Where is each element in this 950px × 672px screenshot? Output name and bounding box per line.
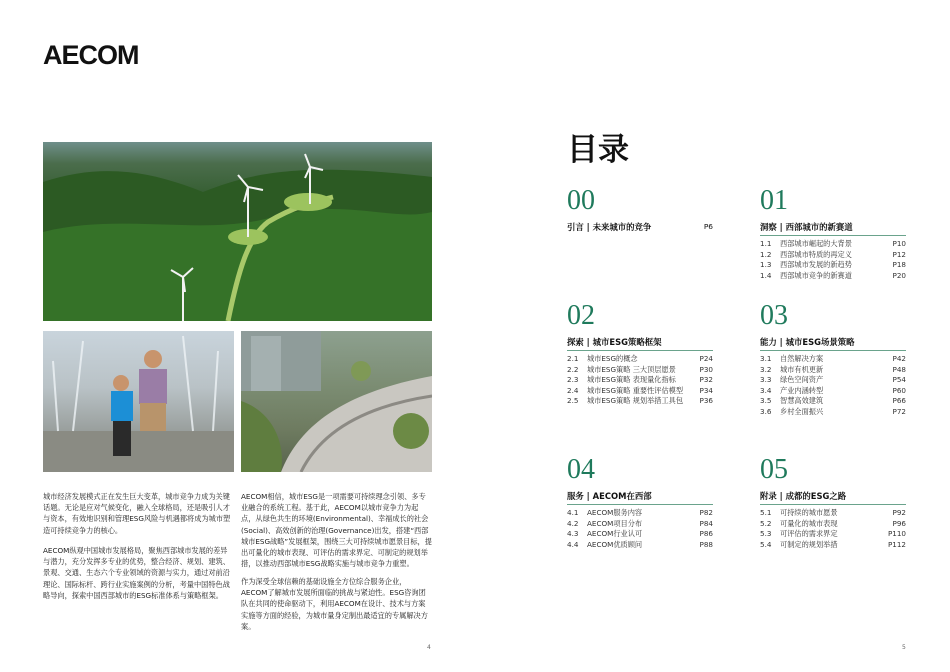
toc-section-05 (760, 455, 906, 550)
item-number: 3.6 (760, 406, 772, 416)
item-number: 4.1 (567, 508, 579, 517)
toc-item[interactable] (760, 375, 906, 386)
item-page: P20 (892, 270, 906, 280)
toc-item[interactable] (760, 529, 906, 540)
item-page: P32 (699, 375, 713, 385)
section-page: P6 (703, 222, 713, 231)
item-number: 3.5 (760, 396, 772, 406)
section-number: 05 (760, 454, 788, 485)
section-divider (760, 504, 906, 505)
toc-item[interactable] (760, 271, 906, 282)
item-label: 城市ESG策略 表现量化指标 (587, 375, 676, 385)
toc-item[interactable] (760, 540, 906, 551)
item-label: 城市ESG策略 重要性评估模型 (587, 385, 684, 395)
item-label: 城市有机更新 (780, 364, 824, 374)
urban-plaza-photo (241, 331, 432, 472)
item-label: AECOM项目分布 (587, 518, 643, 528)
toc-item[interactable] (567, 529, 713, 540)
toc-item[interactable] (760, 508, 906, 519)
item-number: 5.4 (760, 539, 772, 549)
item-label: AECOM服务内容 (587, 508, 643, 517)
toc-section-04 (567, 455, 713, 550)
item-label: 智慧高效建筑 (780, 396, 824, 406)
toc-item[interactable] (760, 386, 906, 397)
toc-entry-section-title[interactable] (567, 489, 713, 502)
toc-item[interactable] (760, 260, 906, 271)
item-number: 1.4 (760, 270, 772, 280)
aecom-logo: AECOM (43, 40, 139, 70)
item-label: AECOM优质顾问 (587, 539, 643, 549)
item-number: 1.2 (760, 249, 772, 259)
item-page: P36 (699, 396, 713, 406)
toc-section-00 (567, 186, 713, 233)
item-label: 西部城市崛起的大背景 (780, 239, 852, 248)
item-number: 4.2 (567, 518, 579, 528)
item-label: AECOM行业认可 (587, 529, 643, 539)
item-number: 5.3 (760, 529, 772, 539)
wind-turbines-photo (43, 142, 432, 321)
toc-item[interactable] (567, 519, 713, 530)
item-number: 2.2 (567, 364, 579, 374)
item-number: 2.1 (567, 354, 579, 363)
toc-entry-intro[interactable] (567, 220, 713, 233)
section-title: 洞察 | 西部城市的新赛道 (760, 221, 853, 232)
section-number: 03 (760, 300, 788, 331)
toc-section-01 (760, 186, 906, 281)
item-number: 4.3 (567, 529, 579, 539)
item-page: P42 (892, 354, 906, 363)
section-divider (567, 504, 713, 505)
item-page: P24 (699, 354, 713, 363)
toc-item[interactable] (760, 239, 906, 250)
toc-item[interactable] (567, 508, 713, 519)
item-label: 可持续的城市愿景 (780, 508, 838, 517)
item-page: P88 (699, 539, 713, 549)
item-page: P10 (892, 239, 906, 248)
item-number: 2.4 (567, 385, 579, 395)
toc-entry-section-title[interactable] (760, 489, 906, 502)
item-number: 1.1 (760, 239, 772, 248)
item-label: 可量化的城市表现 (780, 518, 838, 528)
toc-entry-section-title[interactable] (760, 220, 906, 233)
toc-item[interactable] (567, 375, 713, 386)
item-page: P66 (892, 396, 906, 406)
section-title: 探索 | 城市ESG策略框架 (567, 336, 662, 347)
toc-entry-section-title[interactable] (760, 335, 906, 348)
item-number: 2.3 (567, 375, 579, 385)
item-label: 乡村全面振兴 (780, 406, 824, 416)
section-number: 04 (567, 454, 595, 485)
item-label: 可制定的规划举措 (780, 539, 838, 549)
item-number: 2.5 (567, 396, 579, 406)
toc-section-02 (567, 301, 713, 407)
toc-title: 目录 (567, 132, 629, 168)
intro-paragraph-4: 作为深受全球信赖的基础设施全方位综合服务企业，AECOM了解城市发展所面临的挑战与紧迫性。ESG咨询团队在共同的使命驱动下，利用AECOM在设计、技术与方案实施等方面的经验，为城市量身定制出最适宜的专属解决方案。 (241, 577, 428, 631)
item-label: 西部城市发展的新趋势 (780, 260, 852, 270)
item-label: 西部城市特质的再定义 (780, 249, 852, 259)
toc-item[interactable] (760, 365, 906, 376)
section-title: 能力 | 城市ESG场景策略 (760, 336, 855, 347)
intro-paragraph-3: AECOM相信，城市ESG是一项需要可持续理念引领、多专业融合的系统工程。基于此，AECOM以城市竞争力为起点，从绿色共生的环境(Environmental)、幸福成长的社会(Social)、高效创新的治理(Governance)出发，搭建“西部城市ESG战略”发展框架，围绕三大可持续城市愿景目标，提出可量化的城市表现、可评估的需求界定、可制定的规划举措，以推动西部城市ESG战略实施与城市竞争力重塑。 (241, 492, 432, 569)
section-number: 02 (567, 300, 595, 331)
item-page: P18 (892, 260, 906, 270)
toc-item[interactable] (760, 407, 906, 418)
toc-item[interactable] (567, 365, 713, 376)
section-divider (760, 350, 906, 351)
toc-item[interactable] (760, 250, 906, 261)
item-number: 5.2 (760, 518, 772, 528)
item-label: 可评估的需求界定 (780, 529, 838, 539)
toc-item[interactable] (567, 396, 713, 407)
right-page-number: 5 (902, 644, 906, 651)
item-label: 自然解决方案 (780, 354, 824, 363)
item-number: 1.3 (760, 260, 772, 270)
item-page: P110 (887, 529, 906, 539)
section-title: 附录 | 成都的ESG之路 (760, 490, 847, 501)
item-label: 城市ESG策略 三大顶层愿景 (587, 364, 676, 374)
toc-item[interactable] (567, 386, 713, 397)
section-number: 00 (567, 185, 595, 216)
item-page: P30 (699, 364, 713, 374)
section-number: 01 (760, 185, 788, 216)
toc-item[interactable] (567, 354, 713, 365)
section-title: 服务 | AECOM在西部 (567, 490, 652, 501)
item-page: P82 (699, 508, 713, 517)
item-number: 4.4 (567, 539, 579, 549)
item-number: 5.1 (760, 508, 772, 517)
item-page: P54 (892, 375, 906, 385)
toc-item[interactable] (567, 540, 713, 551)
item-number: 3.2 (760, 364, 772, 374)
item-page: P92 (892, 508, 906, 517)
item-page: P84 (699, 518, 713, 528)
left-page-number: 4 (427, 644, 431, 651)
item-label: 绿色空间资产 (780, 375, 824, 385)
intro-paragraph-1: 城市经济发展模式正在发生巨大变革，城市竞争力成为关键话题。无论是应对气候变化，融入全球格局，还是吸引人才与资本，有效地识别和管理ESG风险与机遇都将成为城市塑造可持续竞争力的核心。 (43, 492, 231, 535)
section-divider (760, 235, 906, 236)
item-page: P12 (892, 249, 906, 259)
item-number: 3.3 (760, 375, 772, 385)
item-label: 西部城市竞争的新赛道 (780, 270, 852, 280)
item-page: P72 (892, 406, 906, 416)
item-label: 城市ESG策略 规划举措工具包 (587, 396, 684, 406)
item-page: P60 (892, 385, 906, 395)
item-number: 3.4 (760, 385, 772, 395)
item-page: P112 (887, 539, 906, 549)
children-fountain-photo (43, 331, 234, 472)
section-divider (567, 350, 713, 351)
item-page: P48 (892, 364, 906, 374)
toc-item[interactable] (760, 519, 906, 530)
item-label: 城市ESG的概念 (587, 354, 638, 363)
toc-item[interactable] (760, 354, 906, 365)
item-page: P96 (892, 518, 906, 528)
item-label: 产业内涵转型 (780, 385, 824, 395)
item-number: 3.1 (760, 354, 772, 363)
toc-item[interactable] (760, 396, 906, 407)
section-title: 引言 | 未来城市的竞争 (567, 221, 652, 232)
item-page: P86 (699, 529, 713, 539)
toc-entry-section-title[interactable] (567, 335, 713, 348)
toc-section-03 (760, 301, 906, 418)
intro-paragraph-2: AECOM纵观中国城市发展格局，聚焦西部城市发展的差异与潜力，充分发挥多专业的优势，整合经济、规划、建筑、景观、交通、生态六个专业领域的资源与实力，通过对前沿理论、国际标杆、跨行业实施案例的分析，考量中国特色战略导向，探索中国西部城市的ESG标准体系与策略框架。 (43, 546, 230, 600)
item-page: P34 (699, 385, 713, 395)
